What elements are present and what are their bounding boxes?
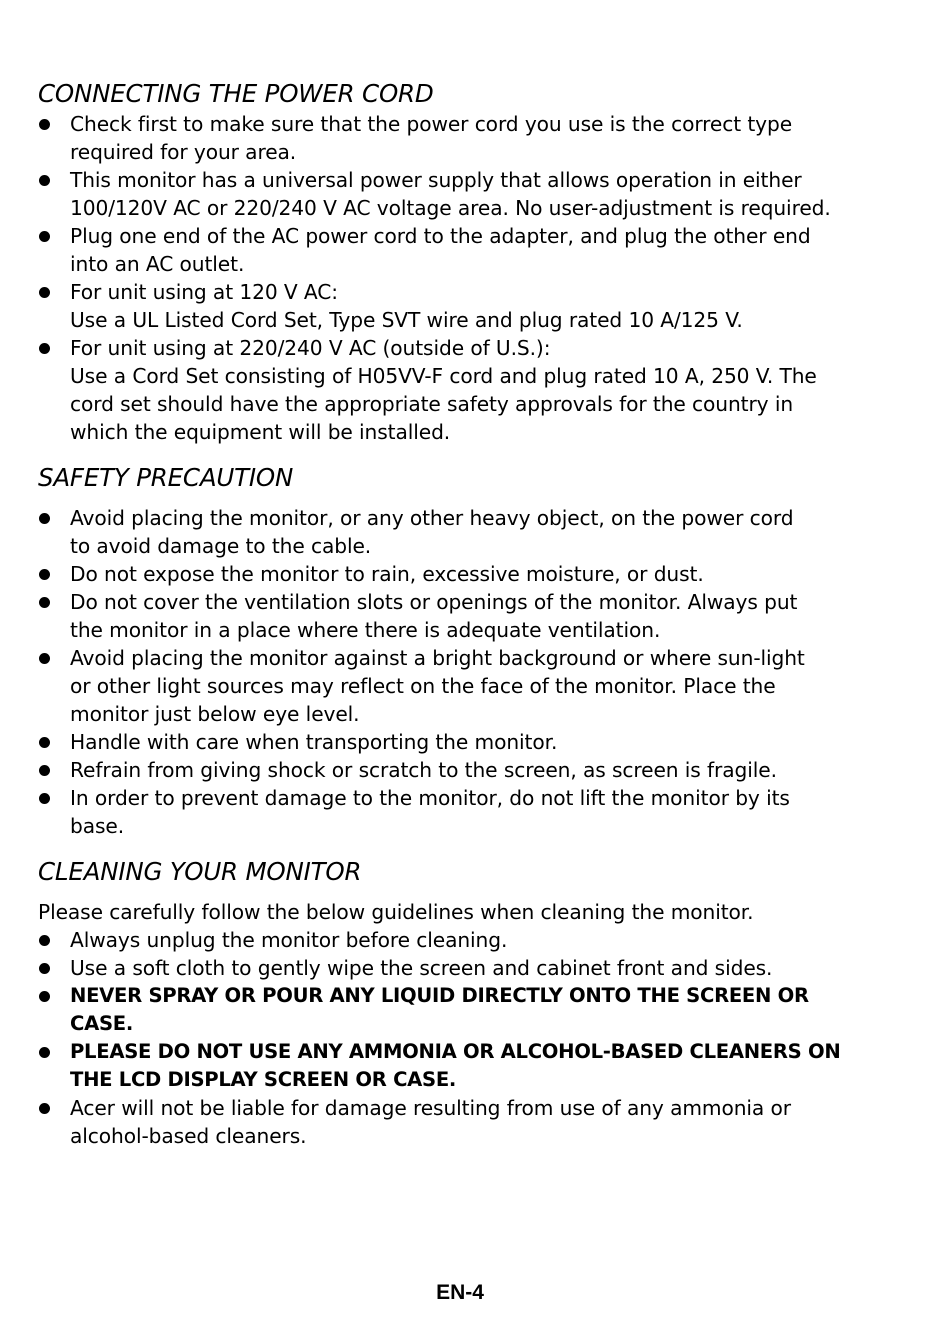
item-line: Avoid placing the monitor, or any other heavy object, on the power cord <box>70 506 794 530</box>
bullet-icon <box>39 1103 50 1114</box>
item-line: Avoid placing the monitor against a bright background or where sun-light <box>70 646 805 670</box>
bullet-icon <box>39 231 50 242</box>
document-page <box>38 78 898 1150</box>
item-line: to avoid damage to the cable. <box>70 534 372 558</box>
list-item <box>38 110 898 166</box>
item-line: the monitor in a place where there is adequate ventilation. <box>70 618 661 642</box>
item-line: Refrain from giving shock or scratch to the screen, as screen is fragile. <box>70 758 777 782</box>
item-line: or other light sources may reflect on the face of the monitor. Place the <box>70 674 776 698</box>
item-line: Use a UL Listed Cord Set, Type SVT wire and plug rated 10 A/125 V. <box>70 308 743 332</box>
item-line: CASE. <box>70 1012 133 1035</box>
bullet-icon <box>39 513 50 524</box>
item-line: 100/120V AC or 220/240 V AC voltage area. No user-adjustment is required. <box>70 196 831 220</box>
list-item <box>38 166 898 222</box>
item-line: Check first to make sure that the power cord you use is the correct type <box>70 112 793 136</box>
list-item <box>38 560 898 588</box>
list-item <box>38 504 898 560</box>
list-item <box>38 588 898 644</box>
bullet-icon <box>39 175 50 186</box>
item-line: Always unplug the monitor before cleaning. <box>70 928 508 952</box>
item-line: Handle with care when transporting the monitor. <box>70 730 558 754</box>
item-line: Do not cover the ventilation slots or openings of the monitor. Always put <box>70 590 798 614</box>
item-line: For unit using at 220/240 V AC (outside of U.S.): <box>70 336 551 360</box>
item-line: Use a Cord Set consisting of H05VV-F cord and plug rated 10 A, 250 V. The <box>70 364 817 388</box>
bullet-icon <box>39 765 50 776</box>
list-item <box>38 954 898 982</box>
page-number: EN-4 <box>436 1281 484 1304</box>
item-line: monitor just below eye level. <box>70 702 360 726</box>
list-item-warning <box>38 1038 898 1094</box>
item-line: NEVER SPRAY OR POUR ANY LIQUID DIRECTLY ONTO THE SCREEN OR <box>70 984 809 1007</box>
item-line: Plug one end of the AC power cord to the adapter, and plug the other end <box>70 224 811 248</box>
list-item <box>38 334 898 446</box>
item-line: This monitor has a universal power supply that allows operation in either <box>70 168 802 192</box>
bullet-icon <box>39 991 50 1002</box>
item-line: Do not expose the monitor to rain, excessive moisture, or dust. <box>70 562 704 586</box>
cleaning-intro: Please carefully follow the below guidelines when cleaning the monitor. <box>38 900 754 924</box>
item-line: For unit using at 120 V AC: <box>70 280 338 304</box>
section-title-cleaning: CLEANING YOUR MONITOR <box>38 857 362 886</box>
bullet-icon <box>39 935 50 946</box>
item-line: Use a soft cloth to gently wipe the screen and cabinet front and sides. <box>70 956 773 980</box>
bullet-icon <box>39 119 50 130</box>
list-item <box>38 222 898 278</box>
bullet-icon <box>39 569 50 580</box>
cleaning-list <box>38 926 898 1150</box>
bullet-icon <box>39 287 50 298</box>
item-line: required for your area. <box>70 140 297 164</box>
list-item <box>38 644 898 728</box>
item-line: alcohol-based cleaners. <box>70 1124 307 1148</box>
item-line: cord set should have the appropriate safety approvals for the country in <box>70 392 794 416</box>
bullet-icon <box>39 1047 50 1058</box>
list-item-warning <box>38 982 898 1038</box>
item-line: THE LCD DISPLAY SCREEN OR CASE. <box>70 1068 457 1091</box>
list-item <box>38 784 898 840</box>
item-line: into an AC outlet. <box>70 252 245 276</box>
bullet-icon <box>39 597 50 608</box>
list-item <box>38 756 898 784</box>
item-line: which the equipment will be installed. <box>70 420 451 444</box>
list-item <box>38 728 898 756</box>
bullet-icon <box>39 343 50 354</box>
item-line: base. <box>70 814 125 838</box>
list-item <box>38 1094 898 1150</box>
bullet-icon <box>39 737 50 748</box>
section-title-power-cord: CONNECTING THE POWER CORD <box>38 79 434 108</box>
item-line: Acer will not be liable for damage resulting from use of any ammonia or <box>70 1096 791 1120</box>
power-cord-list <box>38 110 898 446</box>
bullet-icon <box>39 793 50 804</box>
item-line: In order to prevent damage to the monitor, do not lift the monitor by its <box>70 786 790 810</box>
list-item <box>38 278 898 334</box>
section-title-safety: SAFETY PRECAUTION <box>38 463 294 492</box>
bullet-icon <box>39 963 50 974</box>
safety-list <box>38 504 898 840</box>
list-item <box>38 926 898 954</box>
item-line: PLEASE DO NOT USE ANY AMMONIA OR ALCOHOL-BASED CLEANERS ON <box>70 1040 841 1063</box>
bullet-icon <box>39 653 50 664</box>
